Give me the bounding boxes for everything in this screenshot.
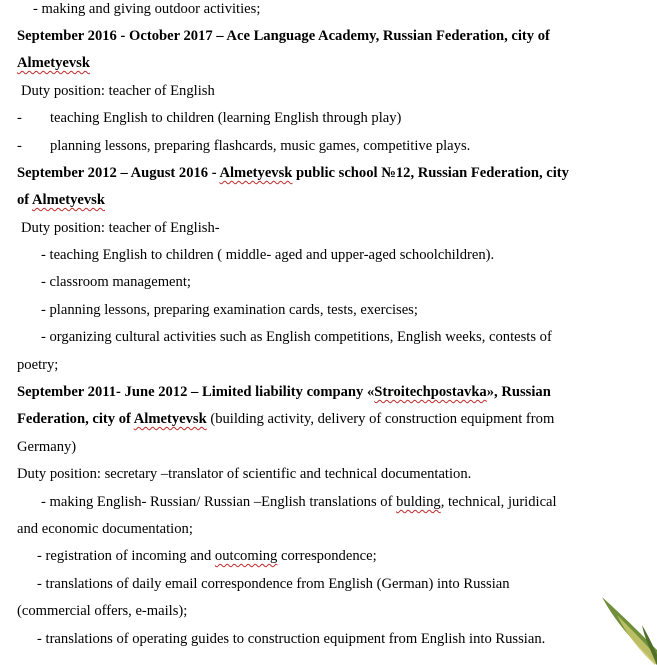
list-item-text: - registration of incoming and	[37, 548, 215, 564]
list-item-cont: poetry;	[17, 357, 59, 373]
text-line: - making and giving outdoor activities;	[33, 1, 261, 17]
heading-part: September 2011- June 2012 – Limited liability company «	[17, 384, 375, 400]
job-heading-cont	[17, 410, 554, 428]
job-heading-cont	[17, 191, 105, 209]
spellcheck-word: outcoming	[214, 548, 278, 564]
list-item	[17, 109, 401, 127]
list-item-text: teaching English to children (learning English through play)	[50, 110, 402, 126]
spellcheck-word: Stroitechpostavka	[374, 384, 487, 400]
list-item-cont: (commercial offers, e-mails);	[17, 603, 188, 619]
job-heading	[17, 164, 569, 182]
list-item-cont: and economic documentation;	[17, 521, 193, 537]
list-item	[41, 493, 557, 511]
list-item	[37, 547, 377, 565]
plant-decoration-icon	[597, 595, 657, 665]
job-heading	[17, 383, 551, 401]
list-item: - planning lessons, preparing examination cards, tests, exercises;	[41, 302, 418, 318]
list-item: - organizing cultural activities such as English competitions, English weeks, contests of	[41, 329, 552, 345]
heading-part: Federation, city of	[17, 411, 134, 427]
list-item: - translations of daily email correspondence from English (German) into Russian	[37, 576, 510, 592]
spellcheck-word: bulding	[396, 494, 441, 510]
heading-part: of	[17, 192, 32, 208]
company-description: (building activity, delivery of construction equipment from	[206, 411, 555, 427]
list-item: - classroom management;	[41, 274, 191, 290]
duty-position: Duty position: teacher of English	[21, 83, 215, 99]
list-item-text: , technical, juridical	[440, 494, 557, 510]
spellcheck-word: Almetyevsk	[17, 55, 90, 71]
duty-position: Duty position: teacher of English-	[21, 220, 220, 236]
spellcheck-word: Almetyevsk	[133, 411, 207, 427]
bullet: -	[17, 138, 22, 154]
heading-part: », Russian	[486, 384, 551, 400]
job-heading-cont	[17, 54, 90, 72]
company-description-cont: Germany)	[17, 439, 77, 455]
list-item-text: - making English- Russian/ Russian –English translations of	[41, 494, 397, 510]
list-item-text: correspondence;	[277, 548, 377, 564]
heading-part: September 2012 – August 2016 -	[17, 165, 220, 181]
bullet: -	[17, 110, 22, 126]
list-item	[17, 137, 470, 155]
list-item-text: planning lessons, preparing flashcards, music games, competitive plays.	[50, 138, 471, 154]
duty-position: Duty position: secretary –translator of scientific and technical documentation.	[17, 466, 472, 482]
list-item: - translations of operating guides to construction equipment from English into Russian.	[37, 631, 546, 647]
spellcheck-word: Almetyevsk	[219, 165, 293, 181]
heading-part: public school №12, Russian Federation, city	[292, 165, 569, 181]
job-heading: September 2016 - October 2017 – Ace Language Academy, Russian Federation, city of	[17, 28, 550, 44]
spellcheck-word: Almetyevsk	[32, 192, 105, 208]
list-item: - teaching English to children ( middle- aged and upper-aged schoolchildren).	[41, 247, 495, 263]
